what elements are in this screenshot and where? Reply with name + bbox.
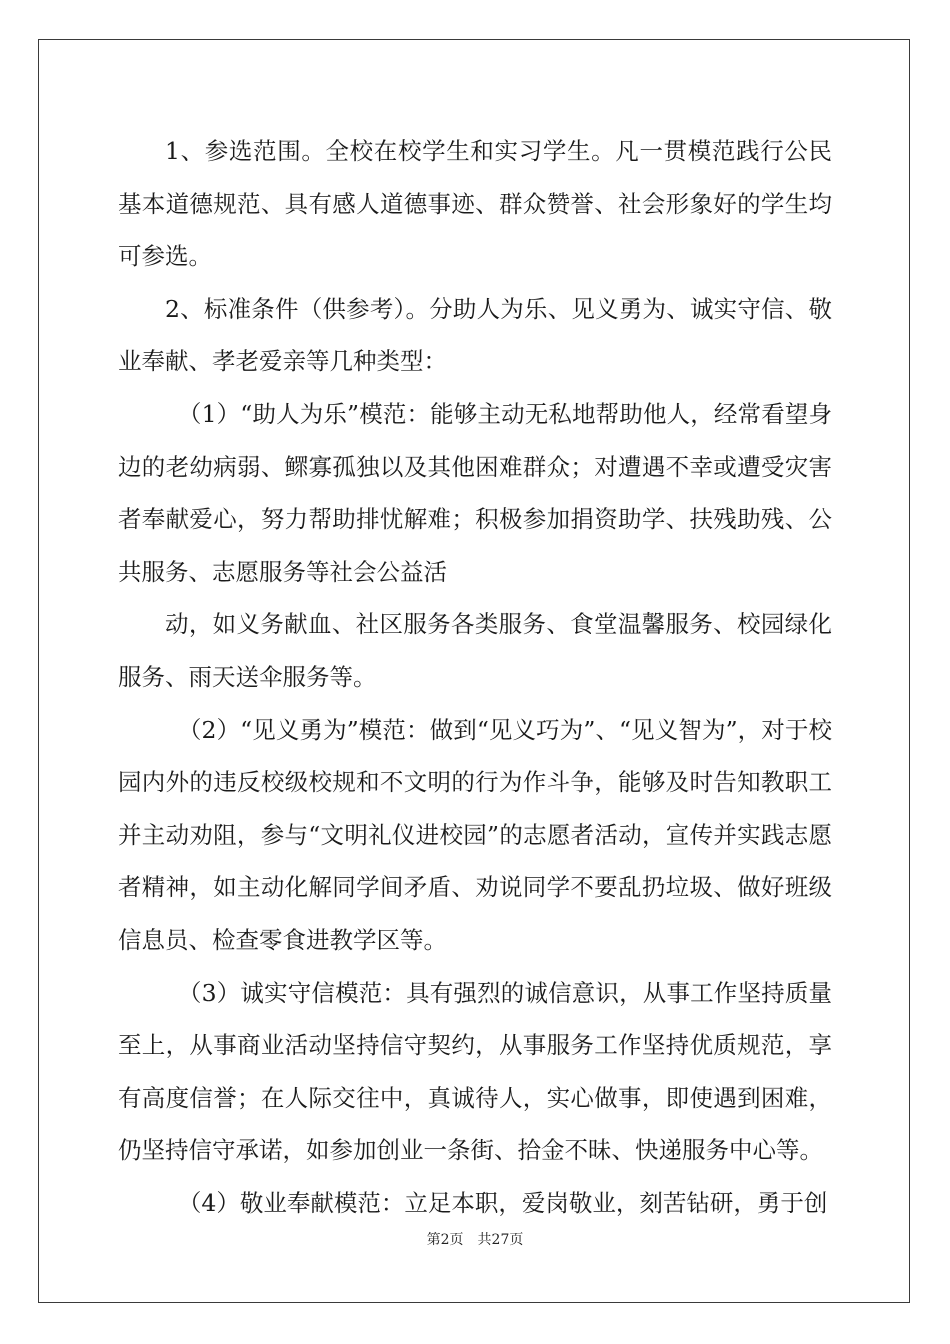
paragraph-honesty: （3）诚实守信模范：具有强烈的诚信意识，从事工作坚持质量至上，从事商业活动坚持信守契约，从事服务工作坚持优质规范，享有高度信誉；在人际交往中，真诚待人，实心做事，即使遇到困难，仍坚持信守承诺，如参加创业一条街、拾金不昧、快递服务中心等。 bbox=[118, 978, 832, 1165]
document-body bbox=[118, 125, 832, 1229]
page-number: 第2页 共27页 bbox=[426, 1232, 524, 1248]
paragraph-criteria: 2、标准条件（供参考）。分助人为乐、见义勇为、诚实守信、敬业奉献、孝老爱亲等几种类型： bbox=[118, 294, 832, 376]
paragraph-scope: 1、参选范围。全校在校学生和实习学生。凡一贯模范践行公民基本道德规范、具有感人道德事迹、群众赞誉、社会形象好的学生均可参选。 bbox=[118, 137, 832, 271]
paragraph-helping-others: （1）“助人为乐”模范：能够主动无私地帮助他人，经常看望身边的老幼病弱、鳏寡孤独以及其他困难群众；对遭遇不幸或遭受灾害者奉献爱心，努力帮助排忧解难；积极参加捐资助学、扶残助残、公共服务、志愿服务等社会公益活 bbox=[118, 399, 832, 586]
paragraph-dedication: （4）敬业奉献模范：立足本职，爱岗敬业，刻苦钻研，勇于创 bbox=[177, 1188, 828, 1217]
paragraph-helping-others-continued: 动，如义务献血、社区服务各类服务、食堂温馨服务、校园绿化服务、雨天送伞服务等。 bbox=[118, 610, 832, 691]
paragraph-righteous-courage: （2）“见义勇为”模范：做到“见义巧为”、“见义智为”，对于校园内外的违反校级校规和不文明的行为作斗争，能够及时告知教职工并主动劝阻，参与“文明礼仪进校园”的志愿者活动，宣传并实践志愿者精神，如主动化解同学间矛盾、劝说同学不要乱扔垃圾、做好班级信息员、检查零食进教学区等。 bbox=[118, 715, 832, 954]
